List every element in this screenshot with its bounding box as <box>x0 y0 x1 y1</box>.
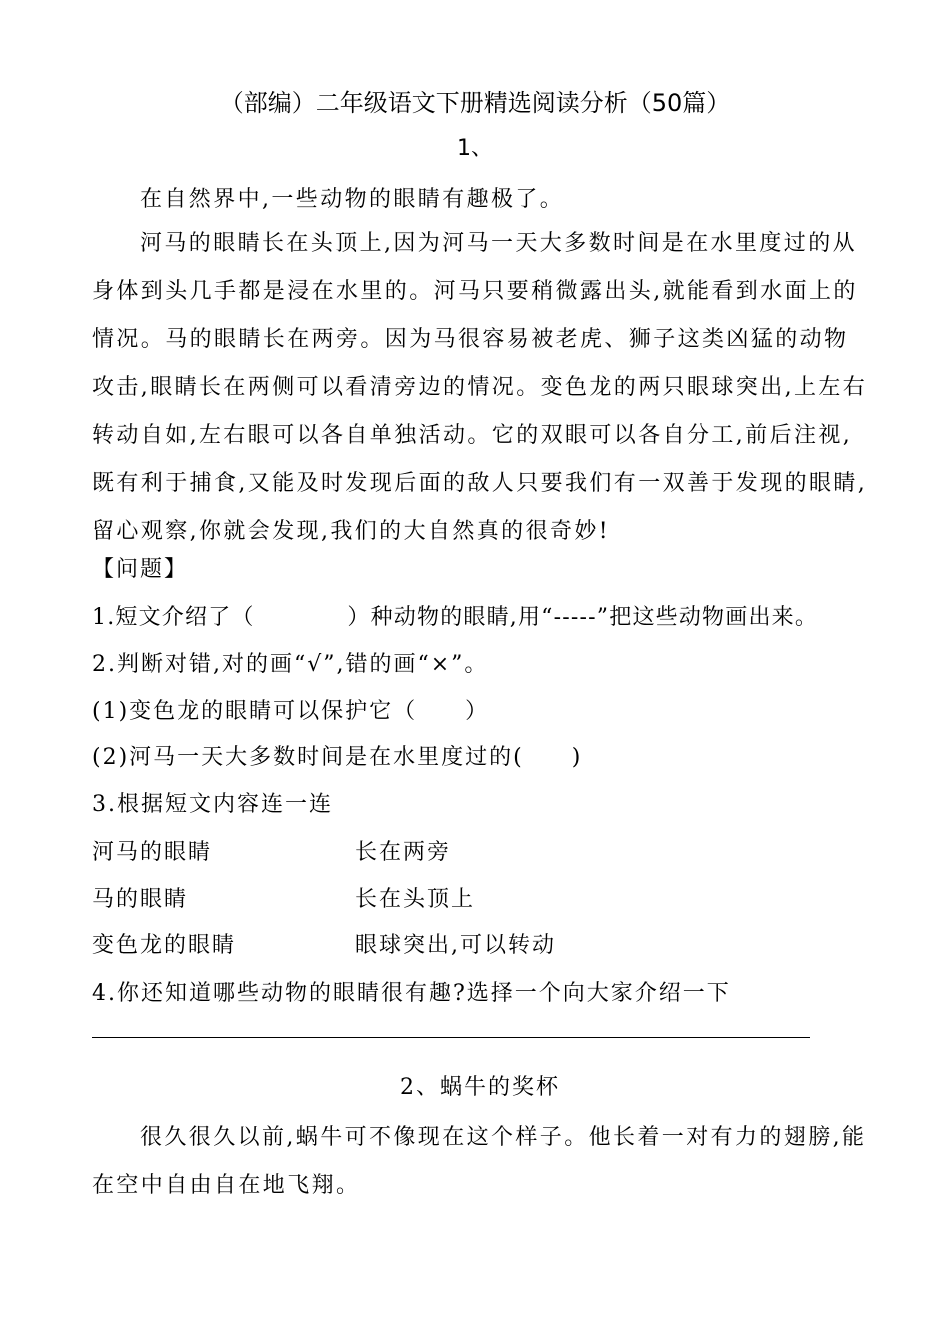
match-left-1: 河马的眼睛 <box>92 840 213 865</box>
question-2-item-2: (2)河马一天大多数时间是在水里度过的( ) <box>92 745 583 770</box>
section-2-passage: 很久很久以前,蜗牛可不像现在这个样子。他长着一对有力的翅膀,能在空中自由自在地飞翔。 <box>92 1125 867 1198</box>
question-1: 1.短文介绍了（ ）种动物的眼睛,用“-----”把这些动物画出来。 <box>92 605 819 630</box>
section-1-passage: 河马的眼睛长在头顶上,因为河马一天大多数时间是在水里度过的从身体到头几手都是浸在水里的。河马只要稍微露出头,就能看到水面上的情况。马的眼睛长在两旁。因为马很容易被老虎、狮子这类凶猛的动物攻击,眼睛长在两侧可以看清旁边的情况。变色龙的两只眼球突出,上左右转动自如,左右眼可以各自单独活动。它的双眼可以各自分工,前后注视,既有利于捕食,又能及时发现后面的敌人只要我们有一双善于发现的眼睛,留心观察,你就会发现,我们的大自然真的很奇妙! <box>92 231 868 544</box>
question-2-item-1: (1)变色龙的眼睛可以保护它（ ） <box>92 699 490 724</box>
answer-line <box>92 1037 810 1038</box>
section-2-title: 2、蜗牛的奖杯 <box>400 1075 560 1100</box>
match-right-2: 长在头顶上 <box>355 887 476 912</box>
question-3: 3.根据短文内容连一连 <box>92 792 333 817</box>
question-2: 2.判断对错,对的画“√”,错的画“×”。 <box>92 652 489 677</box>
document-title: （部编）二年级语文下册精选阅读分析（50篇） <box>219 89 731 117</box>
questions-header: 【问题】 <box>92 557 189 582</box>
section-1-number: 1、 <box>457 136 493 161</box>
question-4: 4.你还知道哪些动物的眼睛很有趣?选择一个向大家介绍一下 <box>92 981 731 1006</box>
match-left-3: 变色龙的眼睛 <box>92 933 237 958</box>
match-right-1: 长在两旁 <box>355 840 452 865</box>
match-right-3: 眼球突出,可以转动 <box>355 933 556 958</box>
section-1-intro: 在自然界中,一些动物的眼睛有趣极了。 <box>140 187 565 212</box>
match-left-2: 马的眼睛 <box>92 887 189 912</box>
